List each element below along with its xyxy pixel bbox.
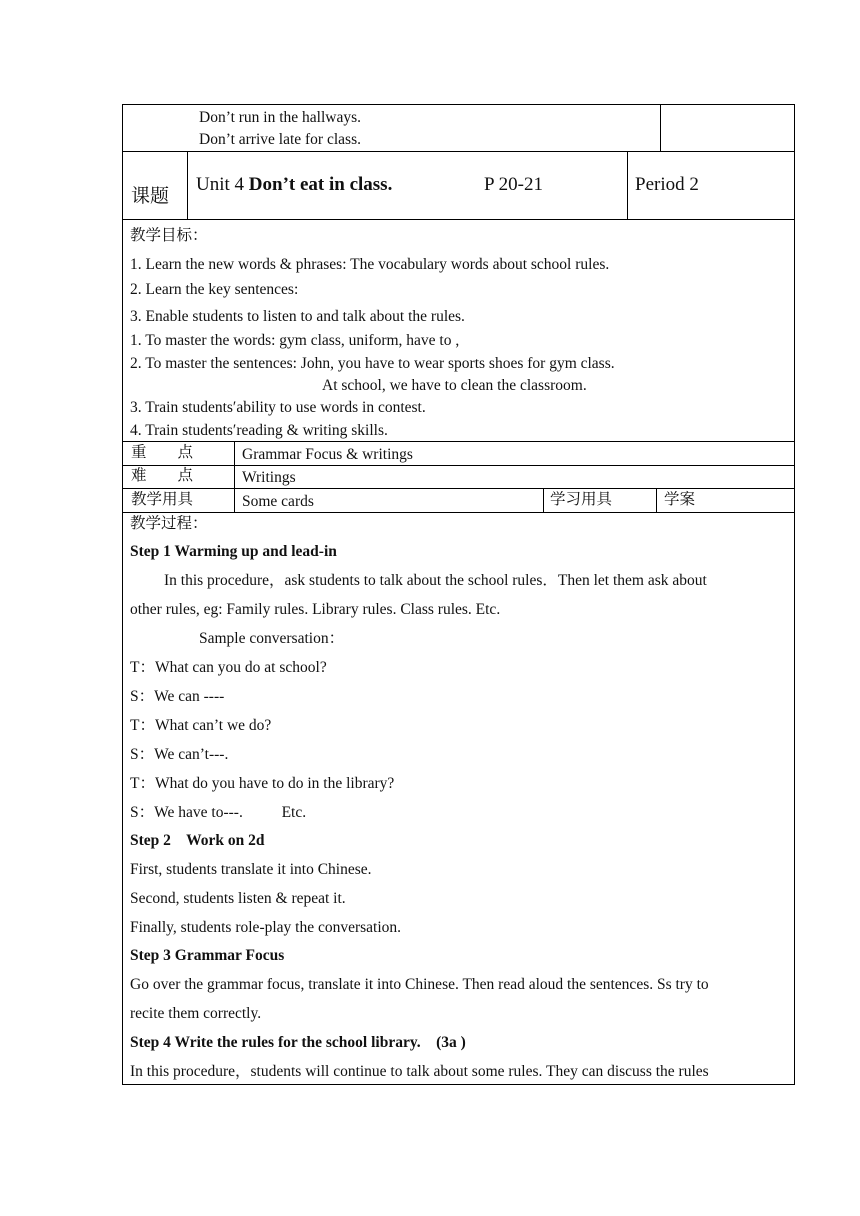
study-aids-label: 学习用具 [550,491,613,508]
period-label: Period 2 [635,174,699,195]
objective-line: 3. Train students′ability to use words in contest. [130,399,426,416]
unit-title [196,173,392,197]
objective-line: 2. To master the sentences: John, you have to wear sports shoes for gym class. [130,355,615,372]
objective-line: At school, we have to clean the classroom. [322,377,587,394]
step1-title: Step 1 Warming up and lead-in [130,543,337,560]
step4-title: Step 4 Write the rules for the school library. (3a ) [130,1034,466,1051]
aids-divider-3 [656,488,657,512]
aids-label: 教学用具 [131,491,194,508]
aids-divider-1 [234,488,235,512]
title-label-divider [187,151,188,219]
step3-paragraph: recite them correctly. [130,1005,262,1022]
objective-line: 1. Learn the new words & phrases: The vocabulary words about school rules. [130,256,610,273]
unit-pages: P 20-21 [484,174,543,195]
title-label: 课题 [131,186,170,207]
step3-paragraph: Go over the grammar focus, translate it into Chinese. Then read aloud the sentences. Ss try to [130,976,709,993]
process-cell [122,512,795,1085]
dialogue-line: S：We can’t---. [130,746,229,763]
objective-line: 4. Train students′reading & writing skills. [130,422,388,439]
difficult-points-label: 难 点 [131,467,194,484]
aids-value: Some cards [242,493,314,510]
dialogue-line: S：We have to---. Etc. [130,804,307,821]
sample-conversation-label: Sample conversation： [199,630,345,647]
dialogue-line: S：We can ---- [130,688,225,705]
step1-paragraph: In this procedure，ask students to talk about the school rules．Then let them ask about [164,572,707,589]
unit-prefix: Unit 4 [196,174,249,195]
unit-name: Don’t eat in class. [248,174,393,195]
step3-title: Step 3 Grammar Focus [130,947,285,964]
rule-line-2: Don’t arrive late for class. [199,131,361,148]
step1-paragraph: other rules, eg: Family rules. Library rules. Class rules. Etc. [130,601,501,618]
study-aids-value: 学案 [664,491,696,508]
difficult-points-value: Writings [242,469,296,486]
step4-paragraph: In this procedure，students will continue to talk about some rules. They can discuss the rules [130,1063,709,1080]
step2-line: First, students translate it into Chinese. [130,861,372,878]
aids-divider-2 [543,488,544,512]
top-right-divider [660,104,661,151]
objective-line: 3. Enable students to listen to and talk about the rules. [130,308,465,325]
rule-line-1: Don’t run in the hallways. [199,109,362,126]
key-points-value: Grammar Focus & writings [242,446,413,463]
process-heading: 教学过程： [130,515,208,532]
key-points-label: 重 点 [131,444,194,461]
dialogue-line: T：What can you do at school? [130,659,327,676]
dialogue-line: T：What do you have to do in the library? [130,775,395,792]
step2-line: Finally, students role-play the conversation. [130,919,402,936]
title-period-divider [627,151,628,219]
difficult-points-divider [234,465,235,488]
objectives-heading: 教学目标： [130,227,208,244]
difficult-points-row [122,465,795,489]
step2-title: Step 2 Work on 2d [130,832,265,849]
dialogue-line: T：What can’t we do? [130,717,272,734]
objective-line: 1. To master the words: gym class, uniform, have to , [130,332,460,349]
key-points-divider [234,441,235,465]
key-points-row [122,441,795,466]
objective-line: 2. Learn the key sentences: [130,281,299,298]
step2-line: Second, students listen & repeat it. [130,890,346,907]
